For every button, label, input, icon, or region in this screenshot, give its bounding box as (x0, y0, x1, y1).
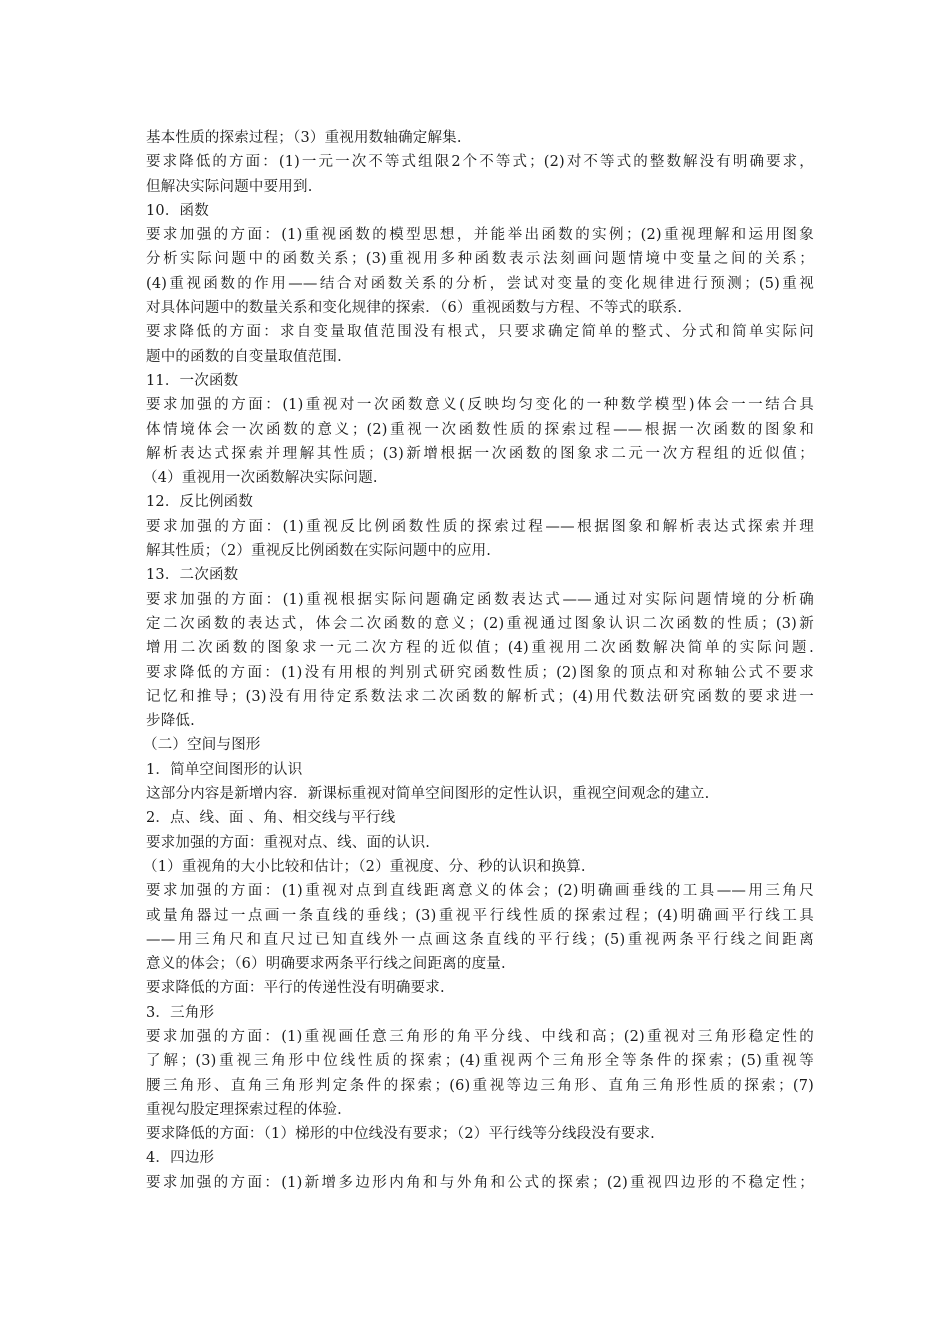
text-line: 定二次函数的表达式，体会二次函数的意义；(2)重视通过图象认识二次函数的性质；(3)新 (146, 615, 814, 632)
text-line: 要求降低的方面：(1)没有用根的判别式研究函数性质；(2)图象的顶点和对称轴公式不要求 (146, 664, 814, 681)
text-line: 步降低. (146, 713, 195, 730)
text-line: 要求加强的方面：(1)重视根据实际问题确定函数表达式——通过对实际问题情境的分析确 (146, 591, 814, 608)
text-line: 对具体问题中的数量关系和变化规律的探索．（6）重视函数与方程、不等式的联系. (146, 300, 683, 317)
text-line: 题中的函数的自变量取值范围. (146, 348, 342, 365)
text-line: 要求加强的方面：(1)重视对一次函数意义(反映均匀变化的一种数学模型)体会一一结合具 (146, 397, 814, 414)
text-line: 但解决实际问题中要用到. (146, 178, 313, 195)
text-line: 记忆和推导；(3)没有用待定系数法求二次函数的解析式；(4)用代数法研究函数的要求进一 (146, 688, 814, 705)
text-line: (4)重视函数的作用——结合对函数关系的分析，尝试对变量的变化规律进行预测；(5)重视 (146, 275, 814, 292)
text-line: 要求加强的方面：(1)新增多边形内角和与外角和公式的探索；(2)重视四边形的不稳定性； (146, 1174, 814, 1191)
document-body (143, 126, 814, 1195)
text-line: 要求降低的方面：(1)一元一次不等式组限2个不等式；(2)对不等式的整数解没有明确要求， (146, 154, 814, 171)
section-heading: 11．一次函数 (146, 372, 239, 389)
text-line: 解其性质；（2）重视反比例函数在实际问题中的应用. (146, 543, 492, 560)
text-line: 要求加强的方面：(1)重视对点到直线距离意义的体会；(2)明确画垂线的工具——用三角尺 (146, 883, 814, 900)
text-line: 要求降低的方面：平行的传递性没有明确要求. (146, 980, 445, 997)
text-line: 意义的体会；（6）明确要求两条平行线之间距离的度量. (146, 956, 506, 973)
text-line: 要求加强的方面：(1)重视反比例函数性质的探索过程——根据图象和解析表达式探索并理 (146, 518, 814, 535)
text-line: 要求加强的方面：(1)重视函数的模型思想，并能举出函数的实例；(2)重视理解和运用图象 (146, 227, 814, 244)
text-line: 增用二次函数的图象求一元二次方程的近似值；(4)重视用二次函数解决简单的实际问题. (146, 640, 814, 657)
text-line: 要求加强的方面：重视对点、线、面的认识. (146, 834, 431, 851)
section-heading: 13．二次函数 (146, 567, 239, 584)
text-line: 要求降低的方面：求自变量取值范围没有根式，只要求确定简单的整式、分式和简单实际问 (146, 324, 814, 341)
part-heading: （二）空间与图形 (143, 737, 261, 754)
text-line: 或量角器过一点画一条直线的垂线；(3)重视平行线性质的探索过程；(4)明确画平行线工具 (146, 907, 814, 924)
text-line: 体情境体会一次函数的意义；(2)重视一次函数性质的探索过程——根据一次函数的图象和 (146, 421, 814, 438)
section-heading: 2．点、线、面 、角、相交线与平行线 (146, 810, 396, 827)
text-line: ——用三角尺和直尺过已知直线外一点画这条直线的平行线；(5)重视两条平行线之间距离 (146, 931, 814, 948)
section-heading: 4．四边形 (146, 1150, 215, 1167)
section-heading: 1．简单空间图形的认识 (146, 761, 303, 778)
text-line: 腰三角形、直角三角形判定条件的探索；(6)重视等边三角形、直角三角形性质的探索；(7) (146, 1077, 814, 1094)
text-line: 基本性质的探索过程；（3）重视用数轴确定解集. (146, 130, 462, 146)
text-line: 这部分内容是新增内容．新课标重视对简单空间图形的定性认识，重视空间观念的建立. (146, 786, 710, 803)
text-line: 要求降低的方面：（1）梯形的中位线没有要求；（2）平行线等分线段没有要求. (146, 1126, 655, 1143)
text-line: （1）重视角的大小比较和估计；（2）重视度、分、秒的认识和换算. (143, 858, 586, 875)
section-heading: 12．反比例函数 (146, 494, 254, 511)
text-line: 解析表达式探索并理解其性质；(3)新增根据一次函数的图象求二元一次方程组的近似值； (146, 445, 814, 462)
section-heading: 10．函数 (146, 202, 209, 219)
text-line: 了解；(3)重视三角形中位线性质的探索；(4)重视两个三角形全等条件的探索；(5)重视等 (146, 1053, 814, 1070)
text-line: 重视勾股定理探索过程的体验. (146, 1101, 342, 1118)
text-line: （4）重视用一次函数解决实际问题. (143, 470, 378, 487)
section-heading: 3．三角形 (146, 1004, 215, 1021)
text-line: 要求加强的方面：(1)重视画任意三角形的角平分线、中线和高；(2)重视对三角形稳定性的 (146, 1028, 814, 1045)
text-line: 分析实际问题中的函数关系；(3)重视用多种函数表示法刻画问题情境中变量之间的关系； (146, 251, 814, 268)
